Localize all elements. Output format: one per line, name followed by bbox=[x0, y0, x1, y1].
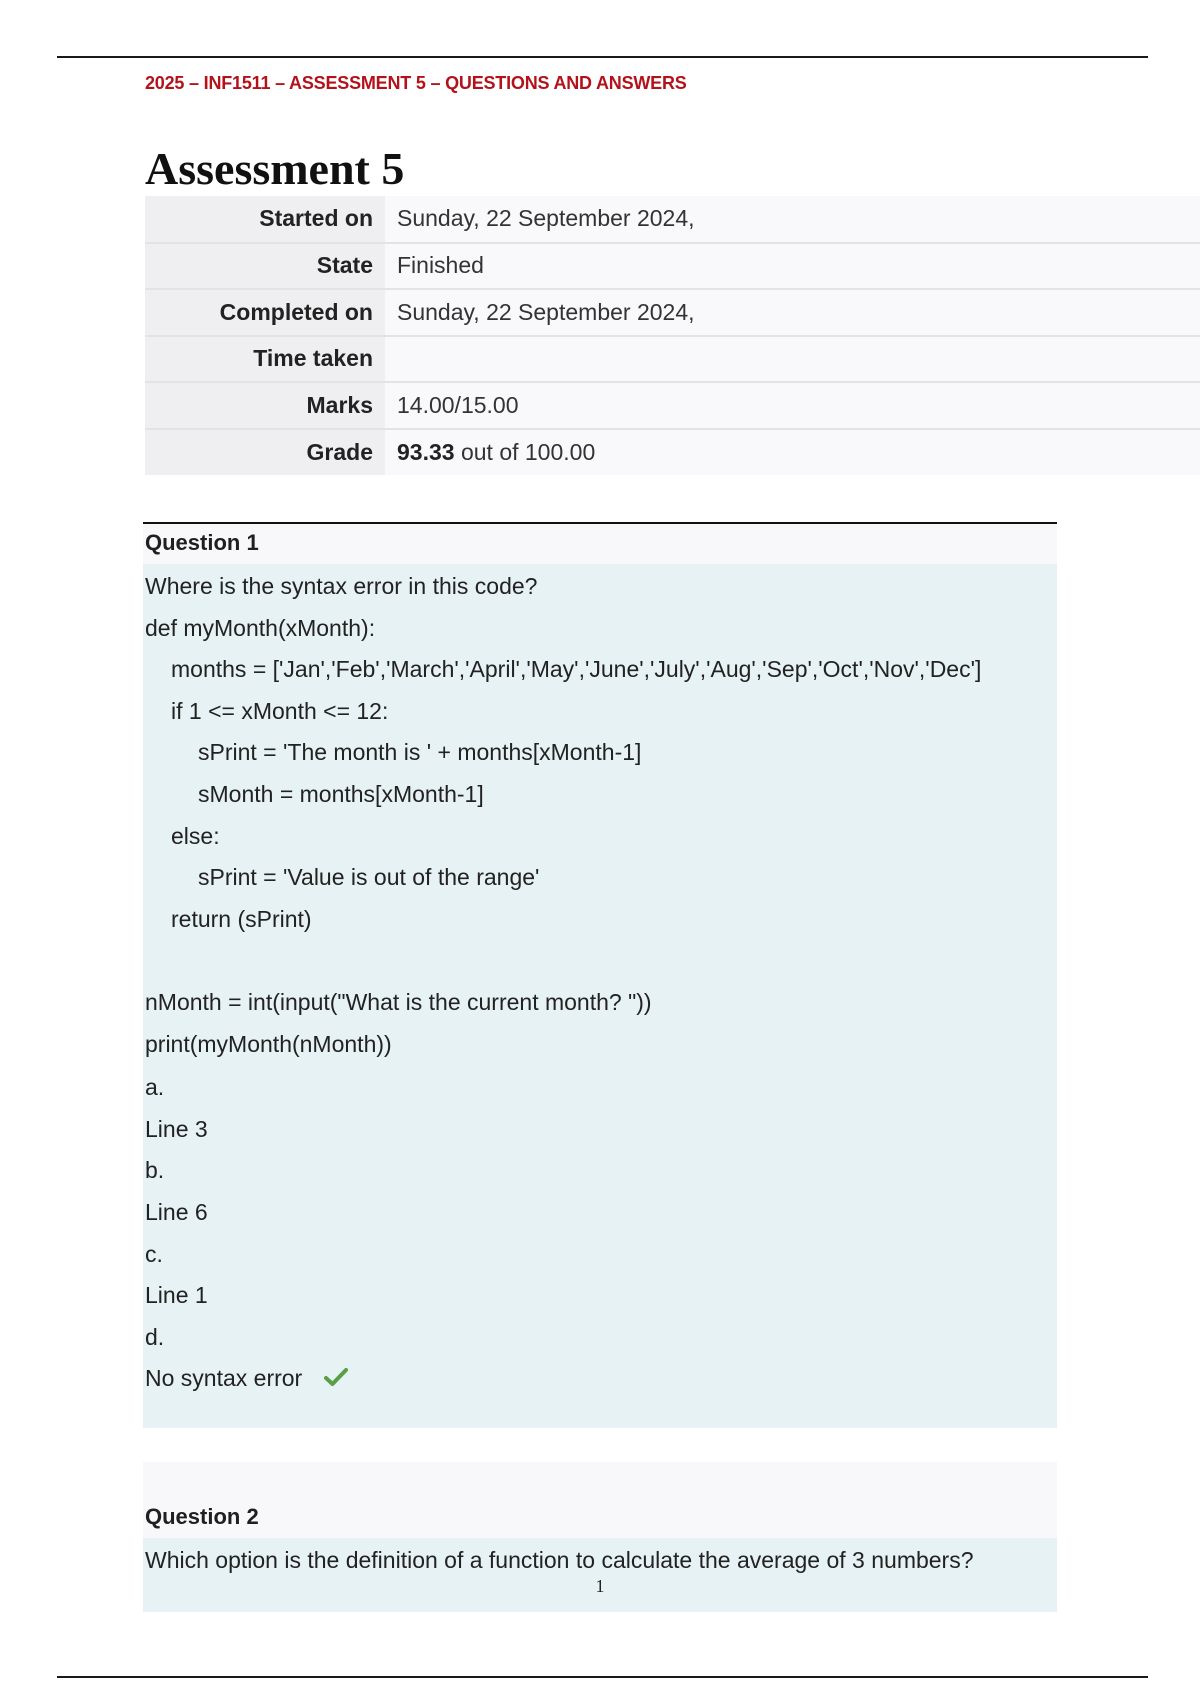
question-spacer bbox=[143, 1462, 1057, 1498]
answer-option-d[interactable] bbox=[145, 1358, 1055, 1400]
summary-row-time-taken bbox=[145, 336, 1200, 383]
summary-value: Finished bbox=[385, 243, 1200, 290]
question-title: Question 1 bbox=[143, 522, 1057, 564]
question-body bbox=[143, 1538, 1057, 1612]
summary-value: Sunday, 22 September 2024, bbox=[385, 196, 1200, 243]
code-line: print(myMonth(nMonth)) bbox=[145, 1030, 392, 1057]
code-line: if 1 <= xMonth <= 12: bbox=[171, 697, 389, 724]
summary-label: Completed on bbox=[145, 289, 385, 336]
answer-letter: a. bbox=[145, 1074, 165, 1101]
question-prompt: Which option is the definition of a function to calculate the average of 3 numbers? bbox=[145, 1547, 974, 1573]
top-rule bbox=[57, 56, 1148, 58]
code-line: nMonth = int(input("What is the current month? ")) bbox=[145, 988, 652, 1015]
answer-options bbox=[145, 1065, 1055, 1428]
page-title: Assessment 5 bbox=[145, 143, 405, 194]
answer-option-b[interactable]: Line 6 bbox=[145, 1198, 208, 1225]
document-header: 2025 – INF1511 – ASSESSMENT 5 – QUESTIONS AND ANSWERS bbox=[145, 73, 687, 93]
code-line: sPrint = 'Value is out of the range' bbox=[198, 864, 540, 891]
page-number: 1 bbox=[595, 1576, 605, 1596]
summary-label: State bbox=[145, 243, 385, 290]
code-line: else: bbox=[171, 822, 220, 849]
summary-row-started bbox=[145, 196, 1200, 243]
grade-out-of: out of 100.00 bbox=[454, 438, 596, 465]
summary-row-marks bbox=[145, 382, 1200, 429]
summary-value: 14.00/15.00 bbox=[385, 382, 1200, 429]
checkmark-icon bbox=[324, 1359, 348, 1401]
grade-score: 93.33 bbox=[397, 438, 455, 465]
summary-value bbox=[385, 429, 1200, 476]
question-1 bbox=[143, 522, 1057, 1428]
attempt-summary-table bbox=[145, 196, 1200, 475]
code-line: months = ['Jan','Feb','March','April','May','June','July','Aug','Sep','Oct','Nov','Dec'] bbox=[171, 656, 982, 683]
answer-letter: b. bbox=[145, 1157, 165, 1184]
code-line: def myMonth(xMonth): bbox=[145, 614, 376, 641]
summary-label: Started on bbox=[145, 196, 385, 243]
answer-option-c[interactable]: Line 1 bbox=[145, 1282, 208, 1309]
summary-label: Marks bbox=[145, 382, 385, 429]
question-title: Question 2 bbox=[143, 1498, 1057, 1538]
bottom-rule bbox=[57, 1676, 1148, 1678]
question-body bbox=[143, 564, 1057, 1428]
code-blank-line bbox=[145, 940, 1055, 982]
question-prompt: Where is the syntax error in this code? bbox=[145, 573, 538, 599]
summary-row-completed bbox=[145, 289, 1200, 336]
code-line: sMonth = months[xMonth-1] bbox=[198, 780, 484, 807]
summary-row-state bbox=[145, 243, 1200, 290]
answer-letter: c. bbox=[145, 1240, 163, 1267]
answer-text: No syntax error bbox=[145, 1365, 303, 1392]
summary-value bbox=[385, 336, 1200, 383]
answer-letter: d. bbox=[145, 1323, 165, 1350]
summary-value: Sunday, 22 September 2024, bbox=[385, 289, 1200, 336]
summary-row-grade bbox=[145, 429, 1200, 476]
answer-option-a[interactable]: Line 3 bbox=[145, 1115, 208, 1142]
summary-label: Time taken bbox=[145, 336, 385, 383]
code-line: sPrint = 'The month is ' + months[xMonth-1] bbox=[198, 739, 642, 766]
summary-label: Grade bbox=[145, 429, 385, 476]
code-line: return (sPrint) bbox=[171, 905, 312, 932]
